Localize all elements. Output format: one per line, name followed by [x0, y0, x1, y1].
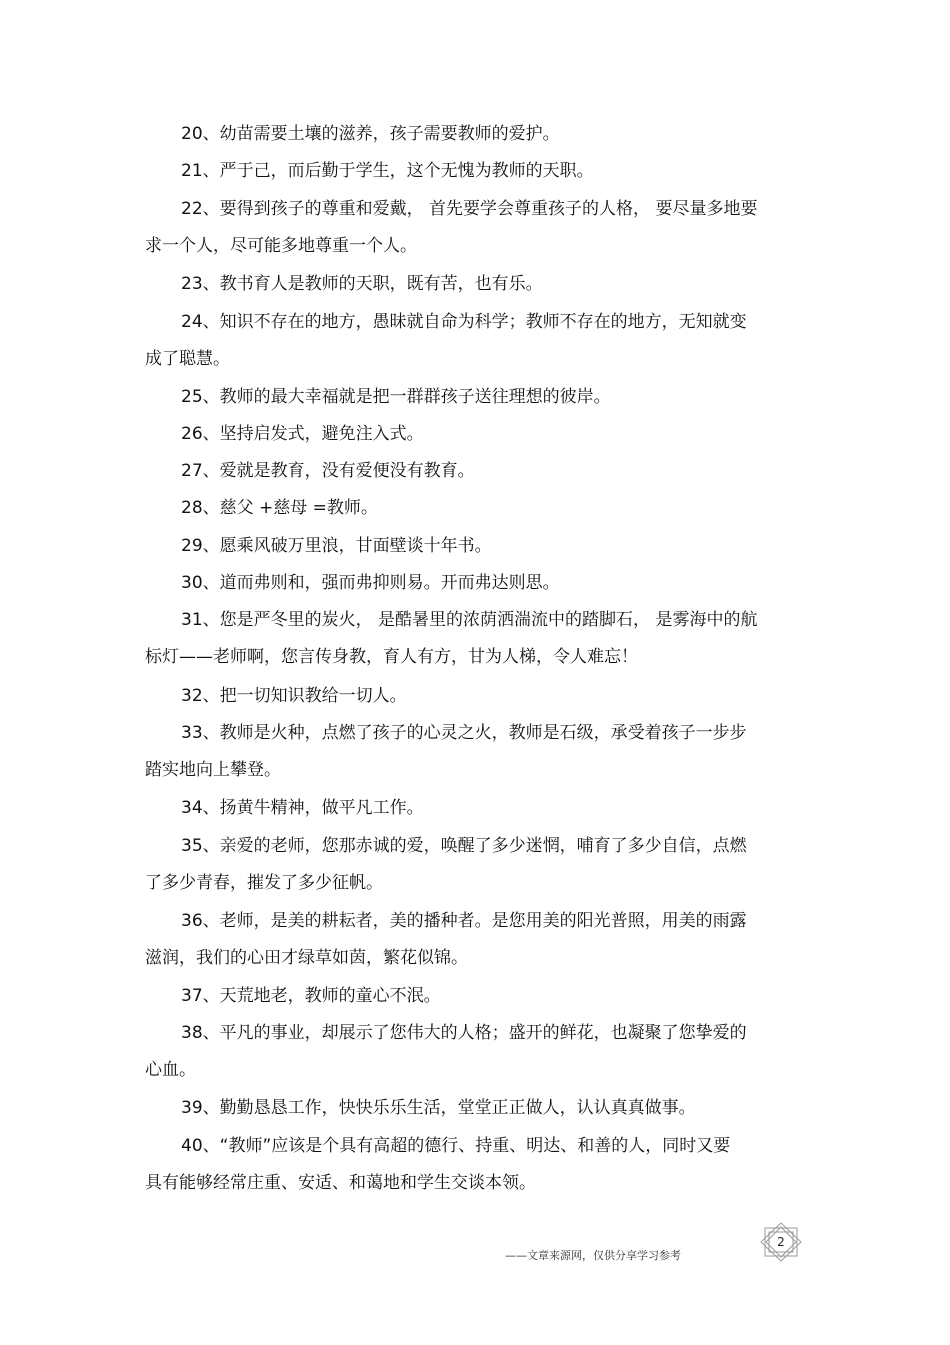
list-item: [145, 978, 805, 1015]
page-number-badge: [757, 1222, 805, 1262]
item-text-line: 30、道而弗则和，强而弗抑则易。开而弗达则思。: [181, 573, 560, 593]
item-text-line: 25、教师的最大幸福就是把一群群孩子送往理想的彼岸。: [181, 387, 611, 407]
list-item: [145, 191, 805, 265]
item-text-line: 33、教师是火种，点燃了孩子的心灵之火，教师是石级，承受着孩子一步步: [181, 723, 747, 743]
footer-source-note: ——文章来源网，仅供分享学习参考: [505, 1249, 681, 1262]
item-text-continuation: 了多少青春，摧发了多少征帆。: [145, 873, 383, 893]
list-item: [145, 304, 805, 378]
list-item: [145, 903, 805, 977]
page-number: 2: [777, 1235, 785, 1249]
list-item: [145, 790, 805, 827]
list-item: [145, 828, 805, 902]
item-text-line: 35、亲爱的老师，您那赤诚的爱，唤醒了多少迷惘，哺育了多少自信，点燃: [181, 836, 747, 856]
item-text-continuation: 滋润，我们的心田才绿草如茵，繁花似锦。: [145, 948, 468, 968]
item-text-continuation: 踏实地向上攀登。: [145, 760, 281, 780]
list-item: [145, 379, 805, 416]
item-text-continuation: 成了聪慧。: [145, 349, 230, 369]
item-text-line: 28、慈父 +慈母 =教师。: [181, 498, 378, 518]
item-text-line: 36、老师，是美的耕耘者，美的播种者。是您用美的阳光普照，用美的雨露: [181, 911, 747, 931]
list-item: [145, 266, 805, 303]
item-text-line: 38、平凡的事业，却展示了您伟大的人格；盛开的鲜花，也凝聚了您挚爱的: [181, 1023, 747, 1043]
item-text-line: 34、扬黄牛精神，做平凡工作。: [181, 798, 424, 818]
item-text-line: 37、天荒地老，教师的童心不泯。: [181, 986, 441, 1006]
list-item: [145, 1128, 805, 1202]
item-text-line: 21、严于己，而后勤于学生，这个无愧为教师的天职。: [181, 161, 594, 181]
item-text-line: 20、幼苗需要土壤的滋养，孩子需要教师的爱护。: [181, 124, 560, 144]
list-item: [145, 453, 805, 490]
item-text-line: 32、把一切知识教给一切人。: [181, 686, 407, 706]
list-item: [145, 490, 805, 527]
item-text-continuation: 心血。: [145, 1060, 196, 1080]
list-item: [145, 1015, 805, 1089]
list-item: [145, 715, 805, 789]
item-text-line: 29、愿乘风破万里浪，甘面壁谈十年书。: [181, 536, 492, 556]
item-text-line: 23、教书育人是教师的天职，既有苦，也有乐。: [181, 274, 543, 294]
item-text-continuation: 标灯——老师啊，您言传身教，育人有方，甘为人梯，令人难忘！: [145, 647, 638, 667]
item-text-line: 40、“教师”应该是个具有高超的德行、持重、明达、和善的人，同时又要: [181, 1136, 731, 1156]
list-item: [145, 602, 805, 676]
list-item: [145, 528, 805, 565]
list-item: [145, 565, 805, 602]
list-item: [145, 416, 805, 453]
item-text-line: 31、您是严冬里的炭火， 是酷暑里的浓荫洒湍流中的踏脚石， 是雾海中的航: [181, 610, 758, 630]
item-text-continuation: 具有能够经常庄重、安适、和蔼地和学生交谈本领。: [145, 1173, 536, 1193]
list-item: [145, 678, 805, 715]
item-text-line: 27、爱就是教育，没有爱便没有教育。: [181, 461, 475, 481]
item-text-line: 26、坚持启发式，避免注入式。: [181, 424, 424, 444]
item-text-line: 24、知识不存在的地方，愚昧就自命为科学；教师不存在的地方，无知就变: [181, 312, 747, 332]
item-text-continuation: 求一个人，尽可能多地尊重一个人。: [145, 236, 417, 256]
item-text-line: 22、要得到孩子的尊重和爱戴， 首先要学会尊重孩子的人格， 要尽量多地要: [181, 199, 758, 219]
item-text-line: 39、勤勤恳恳工作，快快乐乐生活，堂堂正正做人，认认真真做事。: [181, 1098, 696, 1118]
list-item: [145, 116, 805, 153]
list-item: [145, 153, 805, 190]
list-item: [145, 1090, 805, 1127]
